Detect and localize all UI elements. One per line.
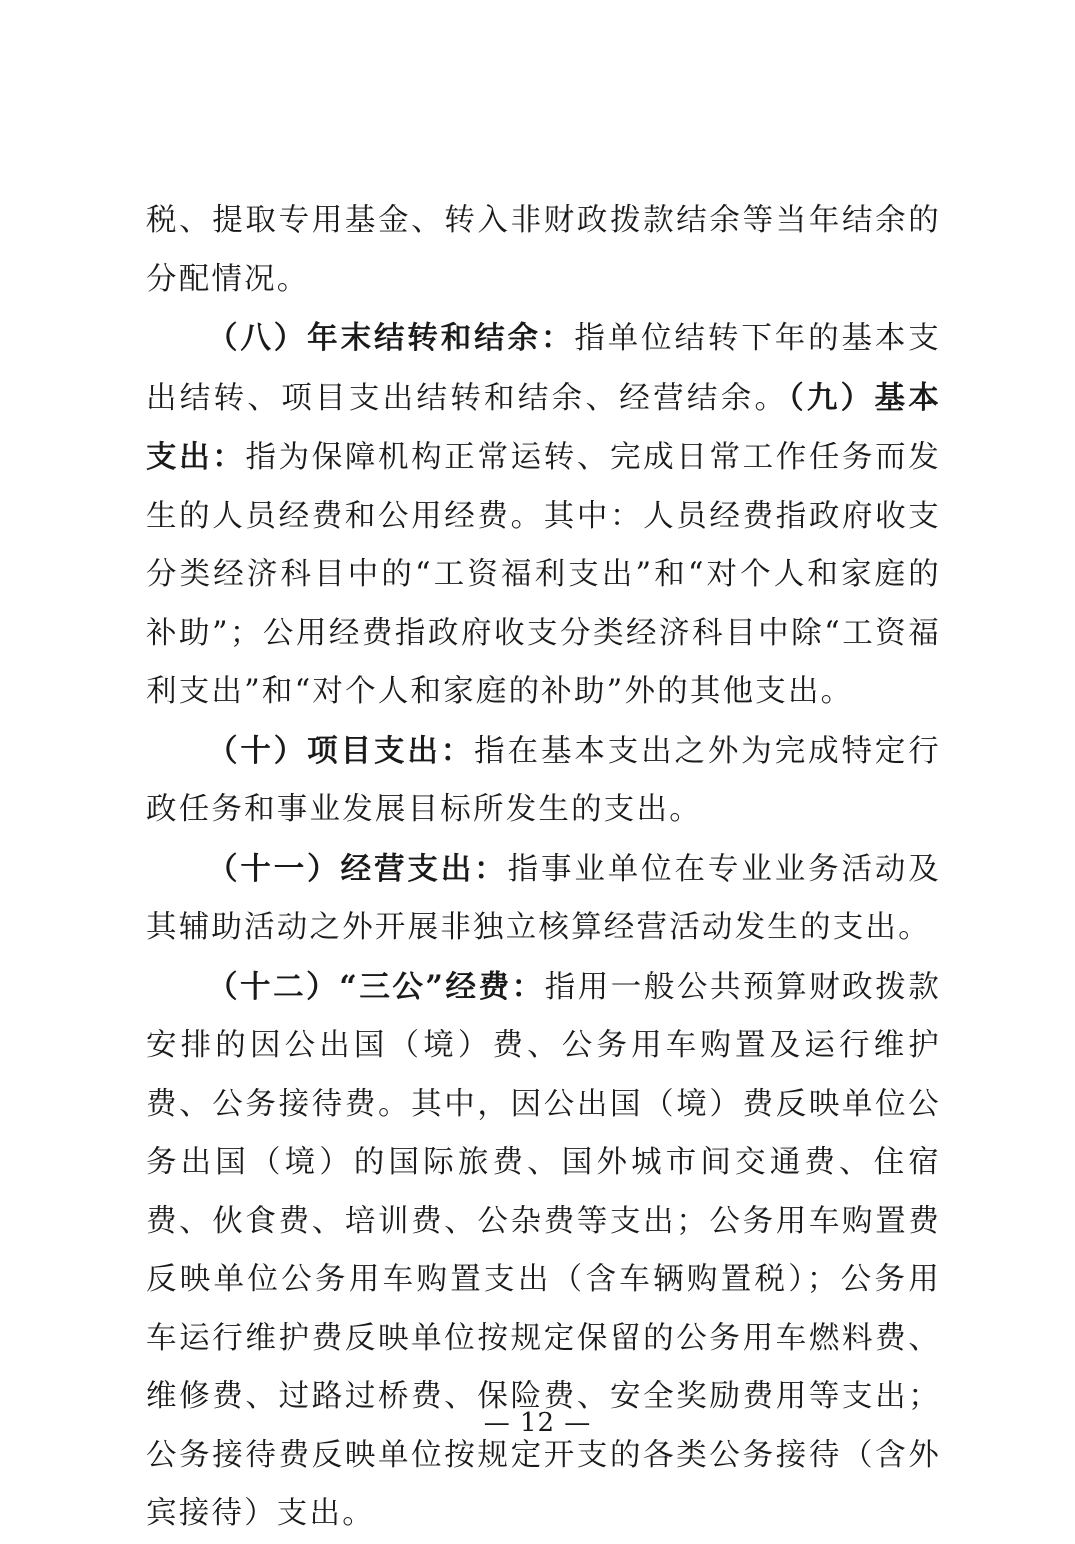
term-three-public-expenses: （十二）“三公”经费： [207,968,545,1005]
page-number: — 12 — [483,1408,592,1438]
paragraph-year-end-balance [146,309,941,722]
paragraph-project-expenditure [146,722,941,840]
term-year-end-balance: （八）年末结转和结余： [207,320,575,356]
paragraph-text: 指单位结转下年的基本支出结转、项目支出结转和结余、经营结余。 [146,321,941,416]
document-body [146,192,941,1544]
term-project-expenditure: （十）项目支出： [207,732,475,769]
paragraph-operating-expenditure [146,840,941,958]
paragraph-three-public-expenses [146,958,941,1544]
paragraph-text: 指为保障机构正常运转、完成日常工作任务而发生的人员经费和公用经费。其中：人员经费指政府收支分类经济科目中的“工资福利支出”和“对个人和家庭的补助”；公用经费指政府收支分类经济科目中除“工资福利支出”和“对个人和家庭的补助”外的其他支出。 [146,440,941,709]
paragraph-continued [146,192,941,309]
term-operating-expenditure: （十一）经营支出： [207,850,508,887]
paragraph-text: 指事业单位在专业业务活动及其辅助活动之外开展非独立核算经营活动发生的支出。 [146,851,941,945]
paragraph-text: 税、提取专用基金、转入非财政拨款结余等当年结余的分配情况。 [146,203,941,297]
paragraph-text: 指用一般公共预算财政拨款安排的因公出国（境）费、公务用车购置及运行维护费、公务接待费。其中，因公出国（境）费反映单位公务出国（境）的国际旅费、国外城市间交通费、住宿费、伙食费、培训费、公杂费等支出；公务用车购置费反映单位公务用车购置支出（含车辆购置税）；公务用车运行维护费反映单位按规定保留的公务用车燃料费、维修费、过路过桥费、保险费、安全奖励费用等支出；公务接待费反映单位按规定开支的各类公务接待（含外宾接待）支出。 [146,969,941,1531]
term-basic-expenditure: （九）基本支出： [146,379,941,475]
paragraph-text: 指在基本支出之外为完成特定行政任务和事业发展目标所发生的支出。 [146,733,941,827]
